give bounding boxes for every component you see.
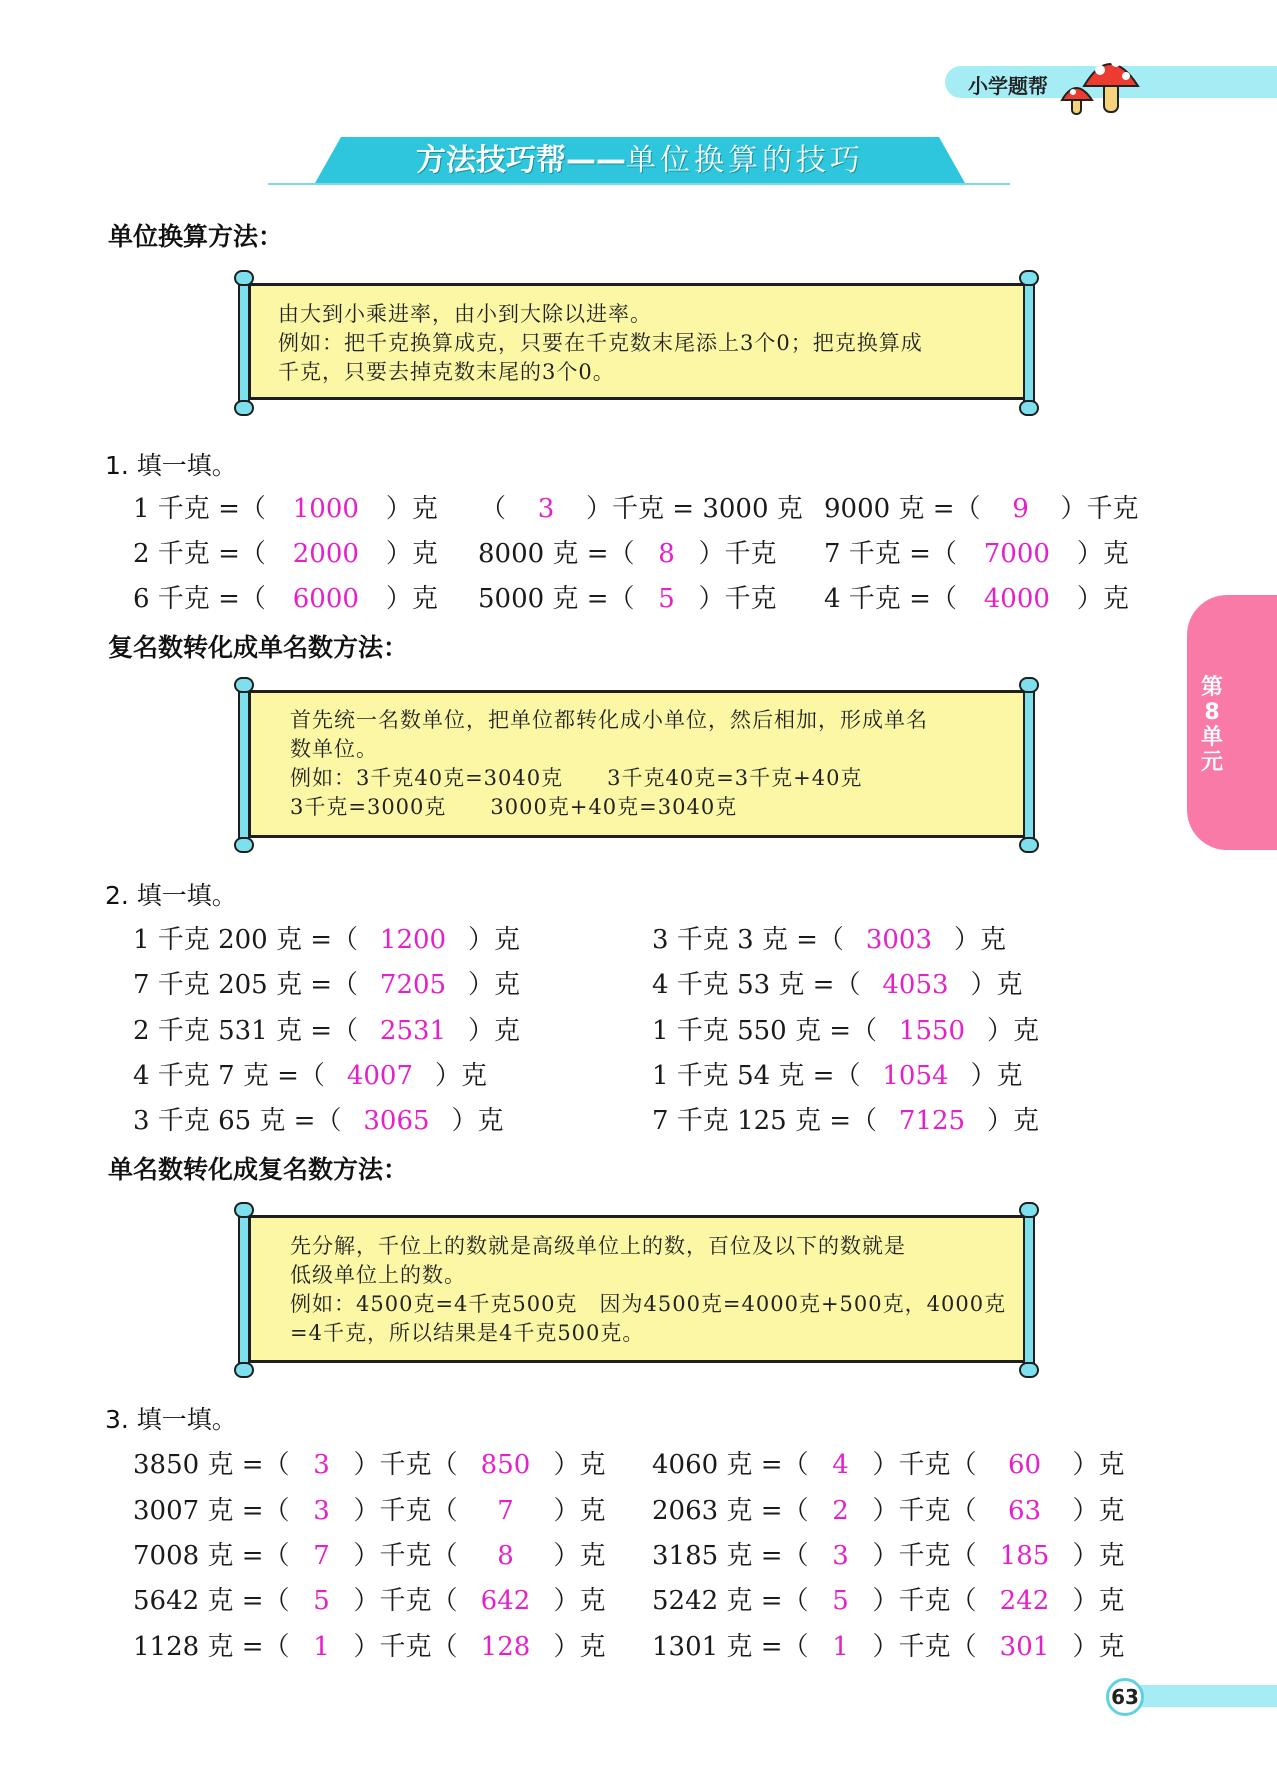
scroll-rod-right — [1023, 278, 1035, 408]
ex2-item: 4 千克 53 克 =（ 4053 ）克 — [652, 970, 1023, 1000]
page-number-bar — [1130, 1685, 1277, 1707]
answer-value[interactable]: 4 — [832, 1450, 849, 1480]
answer-value[interactable]: 7205 — [379, 970, 447, 1000]
scroll-knob — [234, 400, 254, 416]
answer-value[interactable]: 242 — [999, 1586, 1050, 1616]
answer-value[interactable]: 4007 — [346, 1061, 414, 1091]
answer-value[interactable]: 7 — [313, 1541, 330, 1571]
scroll-rod-left — [238, 685, 250, 845]
ex1-item: 1 千克 =（ 1000 ）克 — [133, 494, 438, 524]
scroll-knob — [1019, 677, 1039, 693]
scroll-rod-right — [1023, 685, 1035, 845]
answer-value[interactable]: 642 — [480, 1586, 531, 1616]
answer-value[interactable]: 3065 — [363, 1106, 430, 1136]
answer-value[interactable]: 60 — [1007, 1450, 1042, 1480]
ex1-item: 6 千克 =（ 6000 ）克 — [133, 584, 438, 614]
section-heading-3: 单名数转化成复名数方法： — [108, 1155, 409, 1184]
ex1-item: 4 千克 =（ 4000 ）克 — [824, 584, 1129, 614]
answer-value[interactable]: 1 — [313, 1632, 330, 1662]
answer-value[interactable]: 301 — [999, 1632, 1050, 1662]
answer-value[interactable]: 3 — [537, 494, 555, 524]
scroll-rod-left — [238, 1210, 250, 1370]
unit-label: 第 8 单 元 — [1200, 675, 1223, 775]
answer-value[interactable]: 5 — [658, 584, 675, 614]
answer-value[interactable]: 3 — [832, 1541, 849, 1571]
page-number: 63 — [1106, 1678, 1144, 1716]
ex2-item: 7 千克 205 克 =（ 7205 ）克 — [133, 970, 521, 1000]
answer-value[interactable]: 6000 — [292, 584, 359, 614]
answer-value[interactable]: 7125 — [898, 1106, 966, 1136]
section-heading-1: 单位换算方法： — [108, 222, 284, 251]
scroll-knob — [234, 677, 254, 693]
exercise-3-title: 3. 填一填。 — [105, 1405, 237, 1434]
answer-value[interactable]: 3003 — [865, 925, 933, 955]
scroll-knob — [234, 1362, 254, 1378]
scroll-knob — [1019, 1362, 1039, 1378]
ex3-item: 3185 克 =（ 3 ）千克（ 185 ）克 — [652, 1541, 1125, 1571]
answer-value[interactable]: 1000 — [292, 494, 359, 524]
answer-value[interactable]: 1200 — [379, 925, 447, 955]
ex2-item: 2 千克 531 克 =（ 2531 ）克 — [133, 1016, 521, 1046]
ex2-item: 1 千克 54 克 =（ 1054 ）克 — [652, 1061, 1023, 1091]
exercise-1-title: 1. 填一填。 — [105, 451, 237, 480]
ex3-item: 3007 克 =（ 3 ）千克（ 7 ）克 — [133, 1496, 606, 1526]
answer-value[interactable]: 1 — [832, 1632, 849, 1662]
scroll-knob — [1019, 1202, 1039, 1218]
ex1-item: 2 千克 =（ 2000 ）克 — [133, 539, 438, 569]
answer-value[interactable]: 1550 — [898, 1016, 966, 1046]
answer-value[interactable]: 185 — [999, 1541, 1050, 1571]
answer-value[interactable]: 7 — [497, 1496, 514, 1526]
ex3-item: 4060 克 =（ 4 ）千克（ 60 ）克 — [652, 1450, 1125, 1480]
answer-value[interactable]: 2531 — [379, 1016, 447, 1046]
tip-text-1: 由大到小乘进率，由小到大除以进率。 例如：把千克换算成克，只要在千克数末尾添上3个0；把克换算成 千克，只要去掉克数末尾的3个0。 — [278, 302, 923, 384]
answer-value[interactable]: 7000 — [983, 539, 1050, 569]
scroll-knob — [234, 270, 254, 286]
brand-label: 小学题帮 — [968, 74, 1048, 98]
answer-value[interactable]: 2000 — [292, 539, 359, 569]
ex3-item: 2063 克 =（ 2 ）千克（ 63 ）克 — [652, 1496, 1125, 1526]
answer-value[interactable]: 5 — [313, 1586, 330, 1616]
ex1-item: 7 千克 =（ 7000 ）克 — [824, 539, 1129, 569]
ex2-item: 4 千克 7 克 =（ 4007 ）克 — [133, 1061, 487, 1091]
answer-value[interactable]: 2 — [832, 1496, 849, 1526]
scroll-knob — [234, 1202, 254, 1218]
page-title: 方法技巧帮——单位换算的技巧 — [416, 143, 864, 178]
answer-value[interactable]: 1054 — [882, 1061, 949, 1091]
answer-value[interactable]: 63 — [1007, 1496, 1042, 1526]
ex2-item: 1 千克 550 克 =（ 1550 ）克 — [652, 1016, 1040, 1046]
scroll-rod-right — [1023, 1210, 1035, 1370]
ex1-item: （ 3 ）千克 = 3000 克 — [480, 494, 803, 524]
answer-value[interactable]: 5 — [832, 1586, 849, 1616]
answer-value[interactable]: 4053 — [882, 970, 949, 1000]
exercise-2-title: 2. 填一填。 — [105, 881, 237, 910]
scroll-knob — [1019, 400, 1039, 416]
section-heading-2: 复名数转化成单名数方法： — [108, 633, 409, 662]
ex3-item: 1128 克 =（ 1 ）千克（ 128 ）克 — [133, 1632, 606, 1662]
ex3-item: 7008 克 =（ 7 ）千克（ 8 ）克 — [133, 1541, 606, 1571]
ex2-item: 3 千克 3 克 =（ 3003 ）克 — [652, 925, 1006, 955]
ex2-item: 7 千克 125 克 =（ 7125 ）克 — [652, 1106, 1040, 1136]
ex1-item: 8000 克 =（ 8 ）千克 — [478, 539, 777, 569]
scroll-rod-left — [238, 278, 250, 408]
scroll-knob — [1019, 270, 1039, 286]
answer-value[interactable]: 4000 — [983, 584, 1050, 614]
tip-text-2: 首先统一名数单位，把单位都转化成小单位，然后相加，形成单名 数单位。 例如：3千克40克=3040克 3千克40克=3千克+40克 3千克=3000克 3000克+40克=3040克 — [290, 708, 928, 819]
answer-value[interactable]: 9 — [1012, 494, 1029, 524]
scroll-knob — [234, 837, 254, 853]
ex2-item: 3 千克 65 克 =（ 3065 ）克 — [133, 1106, 504, 1136]
answer-value[interactable]: 128 — [480, 1632, 531, 1662]
answer-value[interactable]: 3 — [313, 1450, 330, 1480]
ex1-item: 5000 克 =（ 5 ）千克 — [478, 584, 777, 614]
ex1-item: 9000 克 =（ 9 ）千克 — [824, 494, 1139, 524]
ex3-item: 5242 克 =（ 5 ）千克（ 242 ）克 — [652, 1586, 1125, 1616]
scroll-knob — [1019, 837, 1039, 853]
mushroom-icon — [1060, 44, 1150, 116]
ex2-item: 1 千克 200 克 =（ 1200 ）克 — [133, 925, 521, 955]
answer-value[interactable]: 8 — [497, 1541, 514, 1571]
answer-value[interactable]: 850 — [480, 1450, 531, 1480]
answer-value[interactable]: 8 — [658, 539, 675, 569]
ex3-item: 5642 克 =（ 5 ）千克（ 642 ）克 — [133, 1586, 606, 1616]
answer-value[interactable]: 3 — [313, 1496, 330, 1526]
ex3-item: 1301 克 =（ 1 ）千克（ 301 ）克 — [652, 1632, 1125, 1662]
tip-text-3: 先分解，千位上的数就是高级单位上的数，百位及以下的数就是 低级单位上的数。 例如：4500克=4千克500克 因为4500克=4000克+500克，4000克 =4千克，所以结果是4千克500克。 — [290, 1234, 1007, 1345]
ex3-item: 3850 克 =（ 3 ）千克（ 850 ）克 — [133, 1450, 606, 1480]
